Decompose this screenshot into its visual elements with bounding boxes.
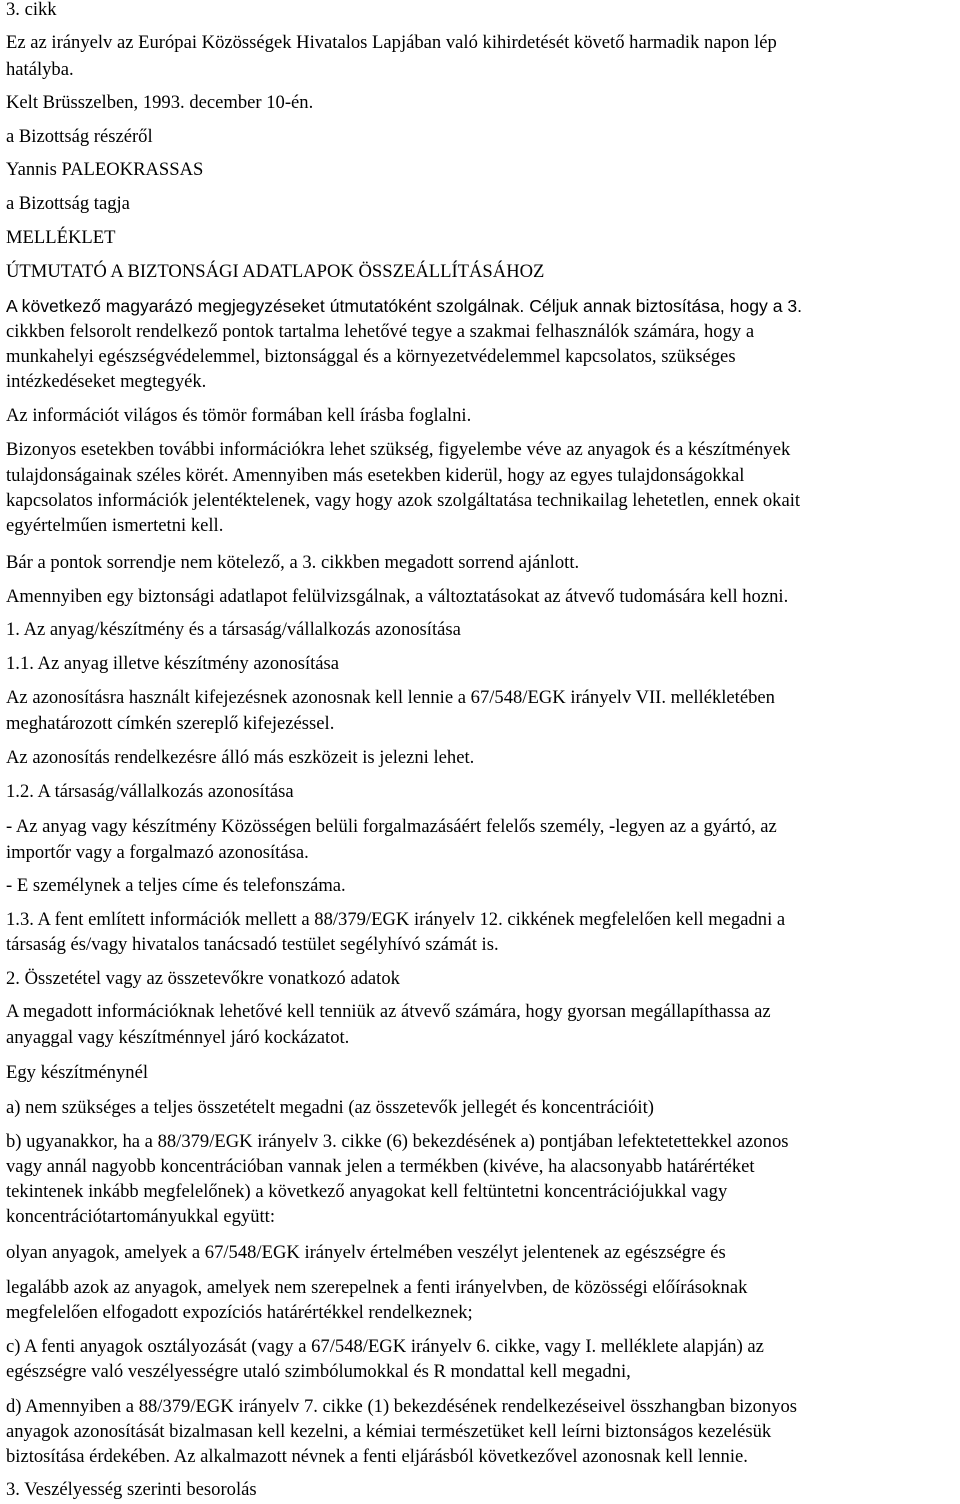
paragraph-line: legalább azok az anyagok, amelyek nem szerepelnek a fenti irányelvben, de közösségi előírásoknak (6, 1277, 748, 1298)
list-item-line: tekintenek inkább megfelelőnek) a következő anyagokat kell feltüntetni koncentrációjukkal vagy (6, 1181, 728, 1202)
paragraph-line: anyaggal vagy készítménnyel járó kockázatot. (6, 1027, 350, 1048)
paragraph-line: társaság és/vagy hivatalos tanácsadó testület segélyhívó számát is. (6, 934, 499, 955)
section-heading: 1.1. Az anyag illetve készítmény azonosítása (6, 653, 340, 674)
paragraph-line: Ez az irányelv az Európai Közösségek Hivatalos Lapjában való kihirdetését követő harmadik napon lép (6, 32, 777, 53)
heading-annex: MELLÉKLET (6, 227, 116, 248)
paragraph-line: Az azonosításra használt kifejezésnek azonosnak kell lennie a 67/548/EGK irányelv VII. mellékletében (6, 687, 775, 708)
list-item: a) nem szükséges a teljes összetételt megadni (az összetevők jellegét és koncentrációit) (6, 1097, 654, 1118)
paragraph-line: hatályba. (6, 59, 74, 80)
list-item: b) ugyanakkor, ha a 88/379/EGK irányelv 3. cikke (6) bekezdésének a) pontjában lefektetettekkel azonos (6, 1131, 789, 1152)
section-heading: 2. Összetétel vagy az összetevőkre vonatkozó adatok (6, 968, 400, 989)
paragraph-line: kapcsolatos információk jelentéktelenek, vagy hogy azok szolgáltatása technikailag lehetetlen, ennek okait (6, 490, 801, 511)
paragraph-line: A következő magyarázó megjegyzéseket útmutatóként szolgálnak. Céljuk annak biztosítása, hogy a 3. (6, 296, 803, 316)
paragraph-line: A megadott információknak lehetővé kell tenniük az átvevő számára, hogy gyorsan megállapíthassa az (6, 1001, 771, 1022)
section-heading: 1.2. A társaság/vállalkozás azonosítása (6, 781, 294, 802)
paragraph-line: a Bizottság tagja (6, 193, 130, 214)
paragraph-line: Kelt Brüsszelben, 1993. december 10-én. (6, 92, 314, 113)
paragraph-line: - Az anyag vagy készítmény Közösségen belüli forgalmazásáért felelős személy, -legyen az a gyártó, az (6, 816, 777, 837)
section-heading: 3. Veszélyesség szerinti besorolás (6, 1479, 257, 1500)
list-item-line: egészségre való veszélyességre utaló szimbólumokkal és R mondattal kell megadni, (6, 1361, 631, 1382)
paragraph-line: 1.3. A fent említett információk mellett a 88/379/EGK irányelv 12. cikkének megfelelően kell megadni a (6, 909, 786, 930)
paragraph-line: Egy készítménynél (6, 1062, 148, 1083)
paragraph-line: Bár a pontok sorrendje nem kötelező, a 3. cikkben megadott sorrend ajánlott. (6, 552, 580, 573)
paragraph-line: intézkedéseket megtegyék. (6, 371, 207, 392)
list-item-line: anyagok azonosítását bizalmasan kell kezelni, a kémiai természetüket kell leírni biztonságos kezelésük (6, 1421, 772, 1442)
paragraph-line: Bizonyos esetekben további információkra lehet szükség, figyelembe véve az anyagok és a készítmények (6, 439, 791, 460)
list-item: c) A fenti anyagok osztályozását (vagy a 67/548/EGK irányelv 6. cikke, vagy I. melléklete alapján) az (6, 1336, 764, 1357)
list-item-line: biztosítása érdekében. Az alkalmazott névnek a fenti eljárásból következővel azonosnak kell lennie. (6, 1446, 748, 1467)
paragraph-line: a Bizottság részéről (6, 126, 153, 147)
paragraph-line: megfelelően elfogadott expozíciós határértékkel rendelkeznek; (6, 1302, 473, 1323)
paragraph-line: egyértelműen ismertetni kell. (6, 515, 224, 536)
paragraph-line: - E személynek a teljes címe és telefonszáma. (6, 875, 346, 896)
paragraph-line: importőr vagy a forgalmazó azonosítása. (6, 842, 309, 863)
paragraph-line: Az azonosítás rendelkezésre álló más eszközeit is jelezni lehet. (6, 747, 475, 768)
heading-guide: ÚTMUTATÓ A BIZTONSÁGI ADATLAPOK ÖSSZEÁLLÍTÁSÁHOZ (6, 261, 545, 282)
list-item-line: koncentrációtartományukkal együtt: (6, 1206, 276, 1227)
heading-article-3: 3. cikk (6, 0, 57, 20)
paragraph-line: Az információt világos és tömör formában kell írásba foglalni. (6, 405, 472, 426)
section-heading: 1. Az anyag/készítmény és a társaság/vállalkozás azonosítása (6, 619, 461, 640)
list-item-line: vagy annál nagyobb koncentrációban vannak jelen a termékben (kivéve, ha alacsonyabb határértéket (6, 1156, 755, 1177)
paragraph-line: meghatározott címkén szereplő kifejezéssel. (6, 713, 335, 734)
list-item: d) Amennyiben a 88/379/EGK irányelv 7. cikke (1) bekezdésének rendelkezéseivel összhangban bizonyos (6, 1396, 798, 1417)
paragraph-line: olyan anyagok, amelyek a 67/548/EGK irányelv értelmében veszélyt jelentenek az egészségre és (6, 1242, 726, 1263)
paragraph-line: Amennyiben egy biztonsági adatlapot felülvizsgálnak, a változtatásokat az átvevő tudomására kell hozni. (6, 586, 789, 607)
paragraph-line: tulajdonságainak széles körét. Amennyiben más esetekben kiderül, hogy az egyes tulajdonságokkal (6, 465, 745, 486)
paragraph-line: munkahelyi egészségvédelemmel, biztonsággal és a környezetvédelemmel kapcsolatos, szükséges (6, 346, 736, 367)
paragraph-line: cikkben felsorolt rendelkező pontok tartalma lehetővé tegye a szakmai felhasználók számára, hogy a (6, 321, 755, 342)
paragraph-line: Yannis PALEOKRASSAS (6, 159, 204, 180)
